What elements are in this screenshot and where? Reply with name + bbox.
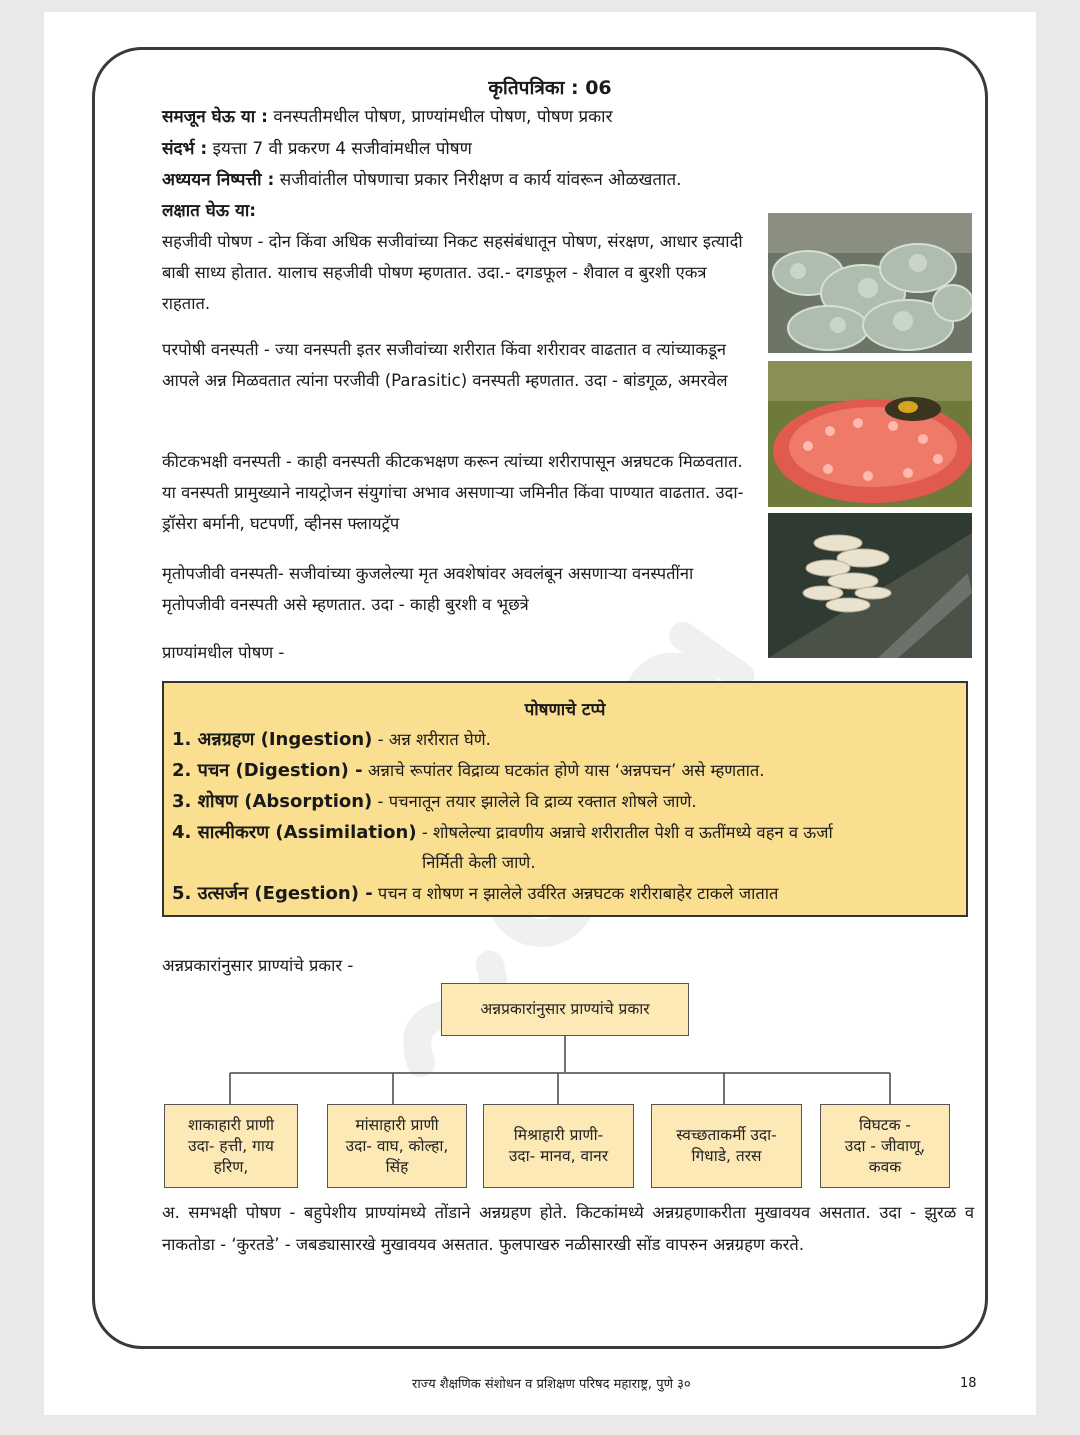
step-desc: - पचनातून तयार झालेले वि द्राव्य रक्तात शोषले जाणे. [372, 792, 697, 811]
carnivore-node [327, 1104, 467, 1188]
reference-line [162, 138, 472, 160]
node-line: मिश्राहारी प्राणी- [513, 1126, 604, 1144]
step-item [172, 727, 491, 751]
worksheet-title: कृतिपत्रिका : 06 [488, 77, 612, 99]
decomposer-node [820, 1104, 950, 1188]
scavenger-node [651, 1104, 802, 1188]
step-term: 4. सात्मीकरण (Assimilation) [172, 822, 417, 843]
understand-line [162, 106, 613, 128]
mushroom-photo [768, 513, 972, 658]
step-desc: पचन व शोषण न झालेले उर्वरित अन्नघटक शरीराबाहेर टाकले जातात [372, 884, 779, 903]
node-line: उदा- मानव, वानर [508, 1147, 609, 1165]
herbivore-node [164, 1104, 298, 1188]
outcome-label: अध्ययन निष्पत्ती : [162, 170, 275, 190]
node-line: उदा- वाघ, कोल्हा, [345, 1136, 449, 1155]
step-item [172, 820, 833, 844]
step-term: 3. शोषण (Absorption) [172, 791, 373, 812]
node-line: मांसाहारी प्राणी [355, 1115, 439, 1134]
reference-text: इयत्ता 7 वी प्रकरण 4 सजीवांमधील पोषण [212, 139, 472, 159]
step-term: 1. अन्नग्रहण (Ingestion) [172, 729, 373, 750]
step-term: 5. उत्सर्जन (Egestion) - [172, 883, 373, 904]
steps-heading: पोषणाचे टप्पे [524, 700, 606, 720]
outcome-line [162, 169, 682, 191]
node-line: सिंह [385, 1157, 409, 1176]
page-number: 18 [960, 1376, 977, 1391]
node-line: गिधाडे, तरस [691, 1147, 762, 1165]
node-line: कवक [868, 1157, 902, 1176]
bottom-paragraph: अ. समभक्षी पोषण - बहुपेशीय प्राण्यांमध्ये तोंडाने अन्नग्रहण होते. किटकांमध्ये अन्नग्रहणाकरीता मुखावयव असतात. उदा - झुरळ व नाकतोडा - ‘कुरतडे’ - जबड्यासारखे मुखावयव असतात. फुलपाखरु नळीसारखी सोंड वापरुन अन्नग्रहण करते. [162, 1203, 974, 1254]
reference-label: संदर्भ : [162, 139, 208, 159]
drosera-photo [768, 361, 972, 507]
outcome-text: सजीवांतील पोषणाचा प्रकार निरीक्षण व कार्य यांवरून ओळखतात. [279, 170, 682, 190]
insectivorous-paragraph: कीटकभक्षी वनस्पती - काही वनस्पती कीटकभक्षण करून त्यांच्या शरीरापासून अन्नघटक मिळवतात. या वनस्पती प्रामुख्याने नायट्रोजन संयुगांचा अभाव असणाऱ्या जमिनीत किंवा पाण्यात वाढतात. उदा- ड्रॉसेरा बर्मानी, घटपर्णी, व्हीनस फ्लायट्रॅप [162, 452, 744, 533]
nutrition-steps-box [162, 681, 968, 917]
remember-line [162, 200, 256, 222]
node-line: हरिण, [213, 1157, 249, 1176]
node-line: उदा- हत्ती, गाय [188, 1136, 274, 1155]
symbiotic-paragraph: सहजीवी पोषण - दोन किंवा अधिक सजीवांच्या निकट सहसंबंधातून पोषण, संरक्षण, आधार इत्यादी बाबी साध्य होतात. यालाच सहजीवी पोषण म्हणतात. उदा.- दगडफूल - शैवाल व बुरशी एकत्र राहतात. [162, 232, 743, 313]
step-desc: निर्मिती केली जाणे. [422, 853, 536, 872]
step-item [172, 758, 765, 782]
step-item-continuation [422, 850, 536, 873]
lichen-photo [768, 213, 972, 353]
omnivore-node [483, 1104, 634, 1188]
footer-text: राज्य शैक्षणिक संशोधन व प्रशिक्षण परिषद महाराष्ट्र, पुणे ३० [412, 1377, 691, 1392]
understand-label: समजून घेऊ या : [162, 107, 268, 127]
parasitic-paragraph: परपोषी वनस्पती - ज्या वनस्पती इतर सजीवांच्या शरीरात किंवा शरीरावर वाढतात व त्यांच्याकडून आपले अन्न मिळवतात त्यांना परजीवी (Parasitic) वनस्पती म्हणतात. उदा - बांडगूळ, अमरवेल [162, 340, 728, 390]
step-desc: - अन्न शरीरात घेणे. [372, 730, 491, 749]
node-line: स्वच्छताकर्मी उदा- [676, 1126, 777, 1144]
remember-label: लक्षात घेऊ या: [162, 201, 257, 221]
classification-label: अन्नप्रकारांनुसार प्राण्यांचे प्रकार - [162, 956, 354, 975]
saprophytic-paragraph: मृतोपजीवी वनस्पती- सजीवांच्या कुजलेल्या मृत अवशेषांवर अवलंबून असणाऱ्या वनस्पतींना मृतोपजीवी वनस्पती असे म्हणतात. उदा - काही बुरशी व भूछत्रे [162, 564, 694, 614]
animal-nutrition-heading: प्राण्यांमधील पोषण - [162, 643, 285, 662]
step-term: 2. पचन (Digestion) - [172, 760, 363, 781]
step-desc: - शोषलेल्या द्रावणीय अन्नाचे शरीरातील पेशी व ऊतींमध्ये वहन व ऊर्जा [416, 823, 833, 842]
node-line: उदा - जीवाणू, [844, 1136, 926, 1155]
node-line: शाकाहारी प्राणी [187, 1115, 275, 1134]
step-item [172, 881, 778, 905]
understand-text: वनस्पतीमधील पोषण, प्राण्यांमधील पोषण, पोषण प्रकार [273, 107, 613, 127]
classification-root: अन्नप्रकारांनुसार प्राण्यांचे प्रकार [441, 983, 689, 1036]
node-line: विघटक - [858, 1115, 912, 1134]
step-desc: अन्नाचे रूपांतर विद्राव्य घटकांत होणे यास ‘अन्नपचन’ असे म्हणतात. [362, 761, 765, 780]
step-item [172, 789, 697, 813]
